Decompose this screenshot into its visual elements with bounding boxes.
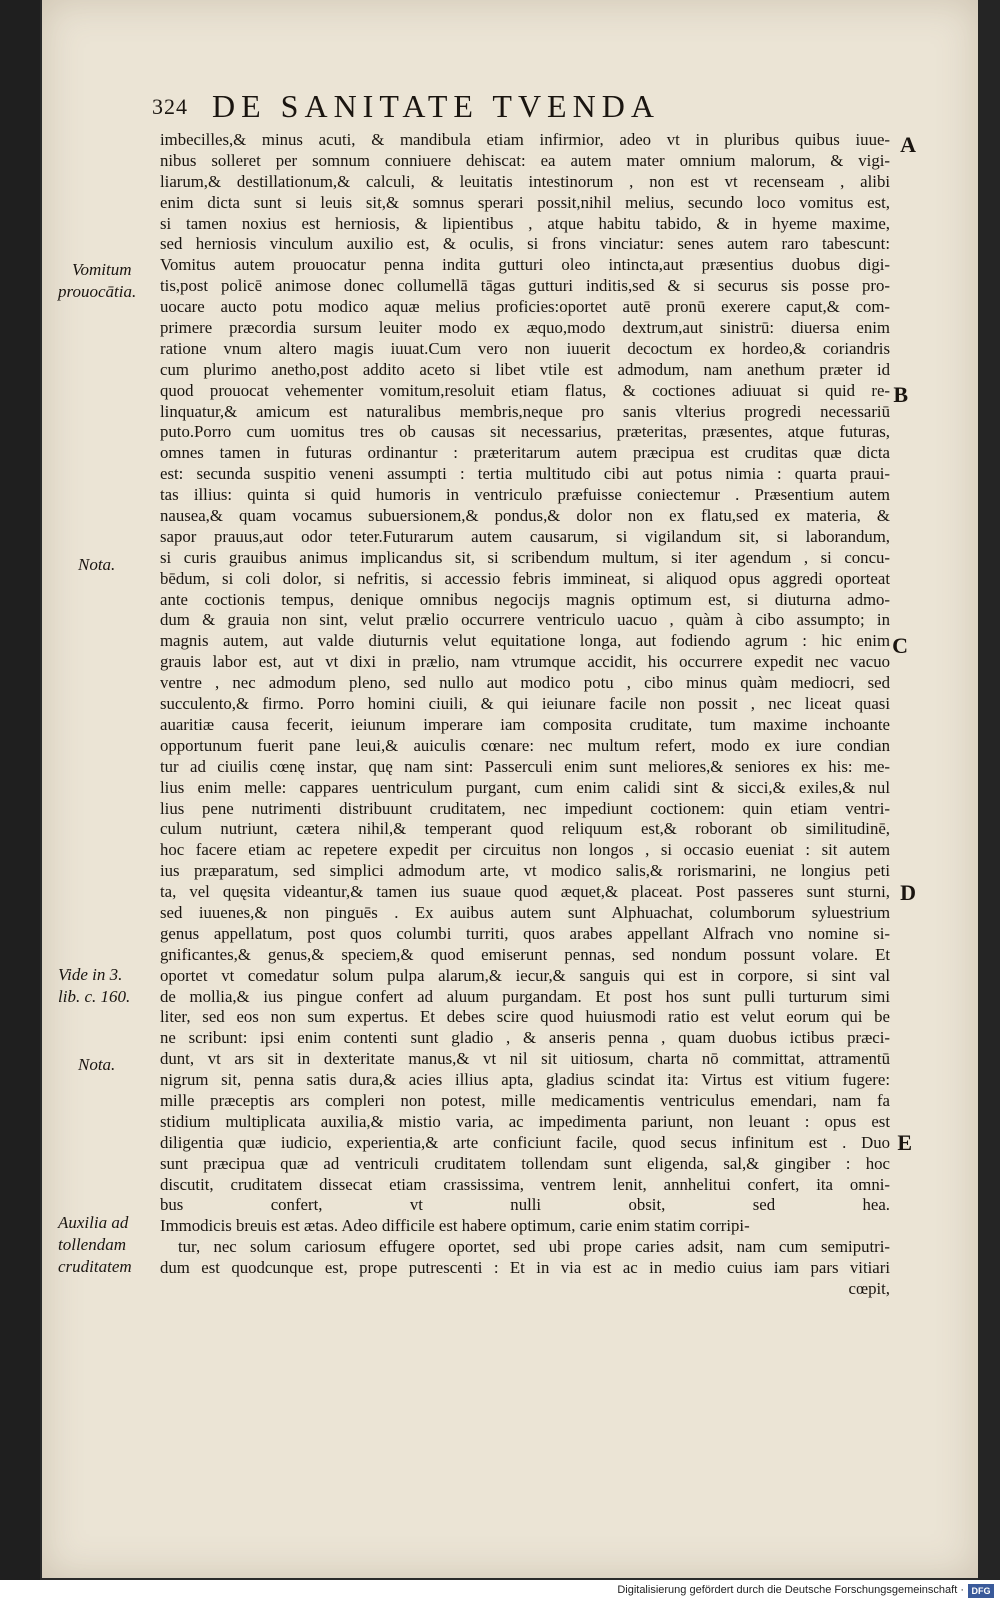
text-line: succulento,& firmo. Porro homini ciuili, & qui ieiunare facile non possit , nec liceat quasi (160, 694, 890, 714)
side-note-vide-1: Vide in 3. (58, 965, 123, 984)
text-line: est: secunda suspitio veneni assumpti : tertia multitudo cibi aut potus nimia : quarta praui- (160, 464, 890, 484)
text-line: sapor prauus,aut odor teter.Futurarum autem causarum, si vigilandum sit, si laborandum, (160, 526, 890, 546)
text-line: puto.Porro cum uomitus tres ob causas sit necessarius, præteritas, præsentes, atque futuras, (160, 422, 890, 442)
text-line: nausea,& quam vocamus subuersionem,& pondus,& dolor non ex flatu,sed ex materia, & (160, 506, 890, 526)
text-line: enim dicta sunt si leuis sit,& somnus sperari possit,nihil melius, secundo loco vomitus est, (160, 192, 890, 212)
text-line: sunt præcipua quæ ad ventriculi cruditatem tollendam sunt eligenda, sal,& gingiber : hoc (160, 1153, 890, 1173)
text-line: si tamen noxius est herniosis, & lipientibus , atque habitu tabido, & in hyeme maxime, (160, 213, 890, 233)
side-note-auxilia-1: Auxilia ad (58, 1213, 129, 1232)
scan-left-border (0, 0, 40, 1603)
text-line: opportunum fuerit pane leui,& auiculis cœnare: nec multum refert, modo ex iure condian (160, 735, 890, 755)
text-line: dum est quodcunque est, prope putrescenti : Et in via est ac in medio cuius iam pars vitiari (160, 1258, 890, 1278)
text-line: mille præceptis ars compleri non potest, mille medicamentis ventriculus emendari, nam fa (160, 1090, 890, 1110)
running-title: DE SANITATE TVENDA (212, 88, 660, 124)
text-line: bēdum, si coli dolor, si nefritis, si accessio febris immineat, si aliquod opus aggredi oporteat (160, 568, 890, 588)
text-line: ratione vnum altero magis iuuat.Cum vero non iuuerit decoctum ex hordeo,& coriandris (160, 338, 890, 358)
scan-right-border (978, 0, 1000, 1580)
side-note-nota-2: Nota. (78, 1055, 116, 1074)
side-note-vide-2: lib. c. 160. (58, 987, 131, 1006)
digitization-footer (0, 1580, 1000, 1603)
section-letter-c: C (892, 633, 908, 658)
text-line: liter, sed eos non sum expertus. Et debes scire quod huiusmodi ratio est velut eorum qui be (160, 1007, 890, 1027)
text-line: ta, vel quęsita videantur,& tamen ius suaue quod æquet,& placeat. Post passeres sunt sturni, (160, 882, 890, 902)
text-line: hoc facere etiam ac repetere expedit per circuitus non longos , si occasio eueniat : sit autem (160, 840, 890, 860)
text-line: linquatur,& amicum est naturalibus membris,neque pro sanis vlterius progredi necessariū (160, 401, 890, 421)
text-line: ventre , nec admodum pleno, sed nullo aut modico potu , cibo minus quàm mediocri, sed (160, 673, 890, 693)
book-page (42, 0, 978, 1578)
funding-credit: Digitalisierung gefördert durch die Deutsche Forschungsgemeinschaft · (617, 1584, 964, 1596)
text-line: omnes tamen in futuras ordinantur : præteritarum autem præcipua est cruditas quæ dicta (160, 443, 890, 463)
text-line: magnis autem, aut valde diuturnis velut equitatione longa, aut fodiendo agrum : hic enim (160, 631, 890, 651)
section-letter-d: D (900, 880, 916, 905)
page-header (152, 88, 852, 128)
text-line: si curis grauibus animus implicandus sit, si scribendum multum, si iter agendum , si concu- (160, 547, 890, 567)
dfg-logo-icon: DFG (968, 1584, 994, 1598)
text-line: gnificantes,& genus,& speciem,& quod emiserunt pennas, sed nondum possunt volare. Et (160, 944, 890, 964)
text-line: nigrum sit, penna satis dura,& acies illius apta, gladius scindat ita: Virtus est vitium fugere: (160, 1070, 890, 1090)
text-line: liarum,& destillationum,& calculi, & leuitatis intestinorum , non est vt recenseam , alibi (160, 171, 890, 191)
text-line: nibus solleret per somnum conniuere dehiscat: ea autem mater omnium malorum, & vigi- (160, 150, 890, 170)
text-line: Immodicis breuis est ætas. Adeo difficile est habere optimum, carie enim statim corripi- (160, 1216, 750, 1236)
text-line: dunt, vt ars sit in dexteritate manus,& vt nil sit uitiosum, charta nō committat, attramentū (160, 1049, 890, 1069)
section-letter-e: E (897, 1130, 912, 1155)
text-line: stidium multiplicata auxilia,& mistio varia, ac impedimenta pariunt, non leuant : opus est (160, 1111, 890, 1131)
page-number: 324 (152, 94, 188, 119)
side-note-vomitum: Vomitum (72, 260, 132, 279)
text-line: sed herniosis vinculum auxilio est, & oculis, si frons vinciatur: senes autem raro tabescunt: (160, 234, 890, 254)
text-line: primere præcordia sursum leuiter modo ex æquo,modo dextrum,aut sinistrū: diuersa enim (160, 318, 890, 338)
text-line: discutit, cruditatem dissecat etiam crassissima, ventrem lenit, annhelitui confert, ita omni- (160, 1174, 890, 1194)
text-line: ne scribunt: ipsi enim contenti sunt gladio , & anseris penna , quam duobus ictibus præci- (160, 1028, 890, 1048)
catchword: cœpit, (848, 1278, 890, 1298)
side-note-auxilia-3: cruditatem (58, 1257, 132, 1276)
text-line: oportet vt comedatur solum pulpa alarum,& iecur,& sanguis qui est in corpore, si sint val (160, 965, 890, 985)
text-line: auaritiæ causa fecerit, ieiunum imperare iam composita cruditate, tum maxime inchoante (160, 714, 890, 734)
text-line: ius præparatum, sed simplici admodum arte, vt modico salis,& rorismarini, ne longius peti (160, 861, 890, 881)
text-line: ante coctionis tempus, denique omnibus negocijs magnis optimum est, si diuturna admo- (160, 589, 890, 609)
main-text-block (160, 130, 890, 1300)
section-letter-b: B (893, 382, 908, 407)
text-line: lius enim melle: cappares uentriculum purgant, cum enim calidi sint & sicci,& exiles,& nul (160, 777, 890, 797)
text-line: sed iuuenes,& non pinguēs . Ex auibus autem sunt Alphuachat, columborum syluestrium (160, 902, 890, 922)
text-line: de mollia,& ius pingue confert ad aluum purgandam. Et post hos sunt pulli turturum simi (160, 986, 890, 1006)
text-line: grauis labor est, aut vt dixi in prælio, nam vtrumque accidit, his occurrere expedit nec vacuo (160, 652, 890, 672)
text-line: culum nutriunt, cætera nihil,& temperant quod reliquum est,& roborant ob similitudinē, (160, 819, 890, 839)
text-line: diligentia quæ iudicio, experientia,& arte conficiunt facile, quod secus infinitum est . Duo (160, 1132, 890, 1152)
text-line: lius pene nutrimenti distribuunt cruditatem, nec impediunt coctionem: quin etiam ventri- (160, 798, 890, 818)
text-line: dum & grauia non sint, velut prælio occurrere ventriculo uacuo , quàm à cibo assumpto; in (160, 610, 890, 630)
text-line: tur, nec solum cariosum effugere oportet, sed ubi prope caries adsit, nam cum semiputri- (178, 1237, 890, 1257)
text-line: Vomitus autem prouocatur penna indita gutturi oleo intincta,aut præsentius duobus digi- (160, 255, 890, 275)
side-note-prouocantia: prouocātia. (58, 282, 137, 301)
side-note-auxilia-2: tollendam (58, 1235, 126, 1254)
text-line: tur ad ciuilis cœnę instar, quę nam sint: Passerculi enim sunt meliores,& seniores ex his: me- (160, 756, 890, 776)
text-line: cum plurimo anetho,post addito aceto si libet vtile est admodum, nam anethum præter id (160, 359, 890, 379)
text-line: tis,post policē animose donec collumellā tāgas gutturi inditis,sed & si securus sis posse pro- (160, 276, 890, 296)
text-line: genus appellatum, post quos columbi turriti, quos arabes appellant Alfrach vno nomine si- (160, 923, 890, 943)
text-line: bus confert, vt nulli obsit, sed hea. (160, 1195, 890, 1215)
text-line: imbecilles,& minus acuti, & mandibula etiam infirmior, adeo vt in pluribus quibus iuue- (160, 130, 890, 149)
section-letter-a: A (900, 132, 916, 157)
side-note-nota-1: Nota. (78, 555, 116, 574)
text-line: quod prouocat vehementer vomitum,resoluit etiam flatus, & coctiones adiuuat si quid re- (160, 380, 890, 400)
text-line: uocare aucto potu modico aquæ melius proficies:oportet autē pronū exerere caput,& com- (160, 297, 890, 317)
text-line: tas illius: quinta si quid humoris in ventriculo præfuisse coniectemur . Præsentium autem (160, 485, 890, 505)
